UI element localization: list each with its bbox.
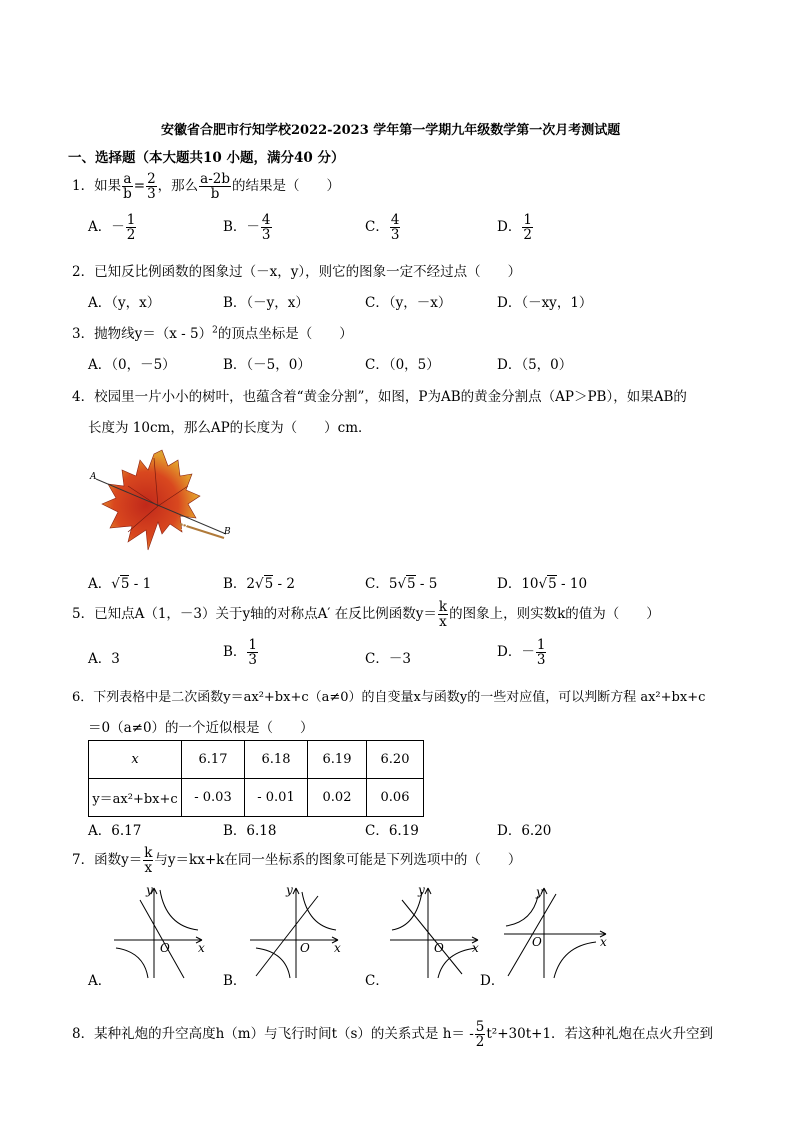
- svg-text:O: O: [300, 941, 310, 955]
- table-cell: 0.06: [367, 779, 424, 817]
- question-4-line2: 长度为 10cm，那么AP的长度为（ ）cm．: [88, 420, 372, 436]
- svg-text:y: y: [536, 885, 543, 899]
- question-6-line2: ＝0（a≠0）的一个近似根是（ ）: [88, 720, 314, 736]
- graph-d[interactable]: [500, 882, 610, 982]
- q6-option-b[interactable]: B．6.18: [223, 823, 277, 839]
- table-cell: - 0.01: [245, 779, 308, 817]
- leaf-shape: [102, 450, 200, 550]
- table-row: [89, 779, 424, 817]
- q6-option-c[interactable]: C．6.19: [365, 823, 419, 839]
- q5-option-d[interactable]: D．－ $\frac{1}{3}$: [497, 637, 546, 669]
- q5-option-b[interactable]: B． $\frac{1}{3}$: [223, 637, 258, 669]
- svg-text:x: x: [334, 941, 341, 955]
- svg-text:O: O: [160, 941, 170, 955]
- q4-option-b[interactable]: B．2√5 - 2: [223, 576, 295, 592]
- page-title: 安徽省合肥市行知学校2022-2023 学年第一学期九年级数学第一次月考测试题: [161, 123, 621, 138]
- label-b: B: [224, 527, 231, 537]
- table-cell: 6.18: [245, 741, 308, 779]
- question-7: 7．函数y＝ $\frac{k}{x}$ 与y＝kx+k在同一坐标系的图象可能是下列选项中的（ ）: [72, 845, 522, 877]
- q4-option-c[interactable]: C．5√5 - 5: [365, 576, 438, 592]
- q4-option-d[interactable]: D．10√5 - 10: [497, 576, 588, 592]
- maple-leaf-figure: [88, 446, 238, 558]
- graph-b[interactable]: [246, 882, 346, 982]
- svg-text:y: y: [146, 883, 153, 897]
- q3-option-a[interactable]: A．（0，－5）: [88, 357, 176, 373]
- q7-option-b[interactable]: B．: [223, 973, 247, 989]
- svg-text:O: O: [434, 941, 444, 955]
- q5-option-a[interactable]: A．3: [88, 651, 120, 667]
- table-cell: 6.17: [182, 741, 245, 779]
- question-2: 2．已知反比例函数的图象过（－x，y），则它的图象一定不经过点（ ）: [72, 264, 522, 280]
- table-cell: - 0.03: [182, 779, 245, 817]
- q7-option-a[interactable]: A．: [88, 973, 112, 989]
- question-8: 8．某种礼炮的升空高度h（m）与飞行时间t（s）的关系式是 h＝ - $\frac{5}{2}$ t²+30t+1．若这种礼炮在点火升空到: [72, 1019, 714, 1051]
- svg-text:y: y: [286, 883, 293, 897]
- q3-option-d[interactable]: D．（5，0）: [497, 357, 573, 373]
- svg-text:x: x: [198, 941, 205, 955]
- q1-option-a[interactable]: A．－ $\frac{1}{2}$: [88, 212, 136, 244]
- svg-text:O: O: [532, 935, 542, 949]
- graph-c[interactable]: [386, 882, 486, 982]
- q1-option-c[interactable]: C． $\frac{4}{3}$: [365, 212, 400, 244]
- q2-option-c[interactable]: C．（y，－x）: [365, 295, 452, 311]
- svg-text:x: x: [600, 935, 607, 949]
- q4-option-a[interactable]: A．√5 - 1: [88, 576, 152, 592]
- q1-option-d[interactable]: D． $\frac{1}{2}$: [497, 212, 532, 244]
- question-5: 5．已知点A（1，－3）关于y轴的对称点A′ 在反比例函数y＝ $\frac{k}{x}$ 的图象上，则实数k的值为（ ）: [72, 599, 660, 631]
- svg-text:x: x: [472, 941, 479, 955]
- section-heading: 一、选择题（本大题共10 小题，满分40 分）: [68, 150, 345, 166]
- q2-option-b[interactable]: B．（－y，x）: [223, 295, 309, 311]
- table-cell: 6.19: [308, 741, 367, 779]
- question-6-line1: 6．下列表格中是二次函数y＝ax²+bx+c（a≠0）的自变量x与函数y的一些对应值，可以判断方程 ax²+bx+c: [72, 690, 706, 705]
- q3-option-c[interactable]: C．（0，5）: [365, 357, 440, 373]
- q1-option-b[interactable]: B．－ $\frac{4}{3}$: [223, 212, 271, 244]
- label-a: A: [90, 472, 97, 482]
- q2-option-d[interactable]: D．（－xy，1）: [497, 295, 593, 311]
- label-p: P: [181, 523, 188, 533]
- q6-option-a[interactable]: A．6.17: [88, 823, 142, 839]
- q6-option-d[interactable]: D．6.20: [497, 823, 552, 839]
- svg-text:y: y: [418, 883, 425, 897]
- q2-option-a[interactable]: A．（y，x）: [88, 295, 161, 311]
- q3-option-b[interactable]: B．（－5，0）: [223, 357, 311, 373]
- question-3: 3．抛物线y＝（x - 5）$^2$的顶点坐标是（ ）: [72, 325, 353, 342]
- q7-option-d[interactable]: D．: [480, 973, 505, 989]
- value-table: [88, 740, 424, 817]
- q7-option-c[interactable]: C．: [365, 973, 389, 989]
- table-cell: y＝ax²+bx+c: [89, 779, 182, 817]
- graph-a[interactable]: [110, 882, 210, 982]
- question-4-line1: 4．校园里一片小小的树叶，也蕴含着“黄金分割”，如图，P为AB的黄金分割点（AP＞PB），如果AB的: [72, 389, 687, 405]
- question-1: 1．如果 $\frac{a}{b}$ = $\frac{2}{3}$ ，那么 $\frac{a-2b}{b}$ 的结果是（ ）: [72, 171, 340, 203]
- table-cell: 0.02: [308, 779, 367, 817]
- table-cell: 6.20: [367, 741, 424, 779]
- table-cell: x: [89, 741, 182, 779]
- table-row: [89, 741, 424, 779]
- q5-option-c[interactable]: C．－3: [365, 651, 411, 667]
